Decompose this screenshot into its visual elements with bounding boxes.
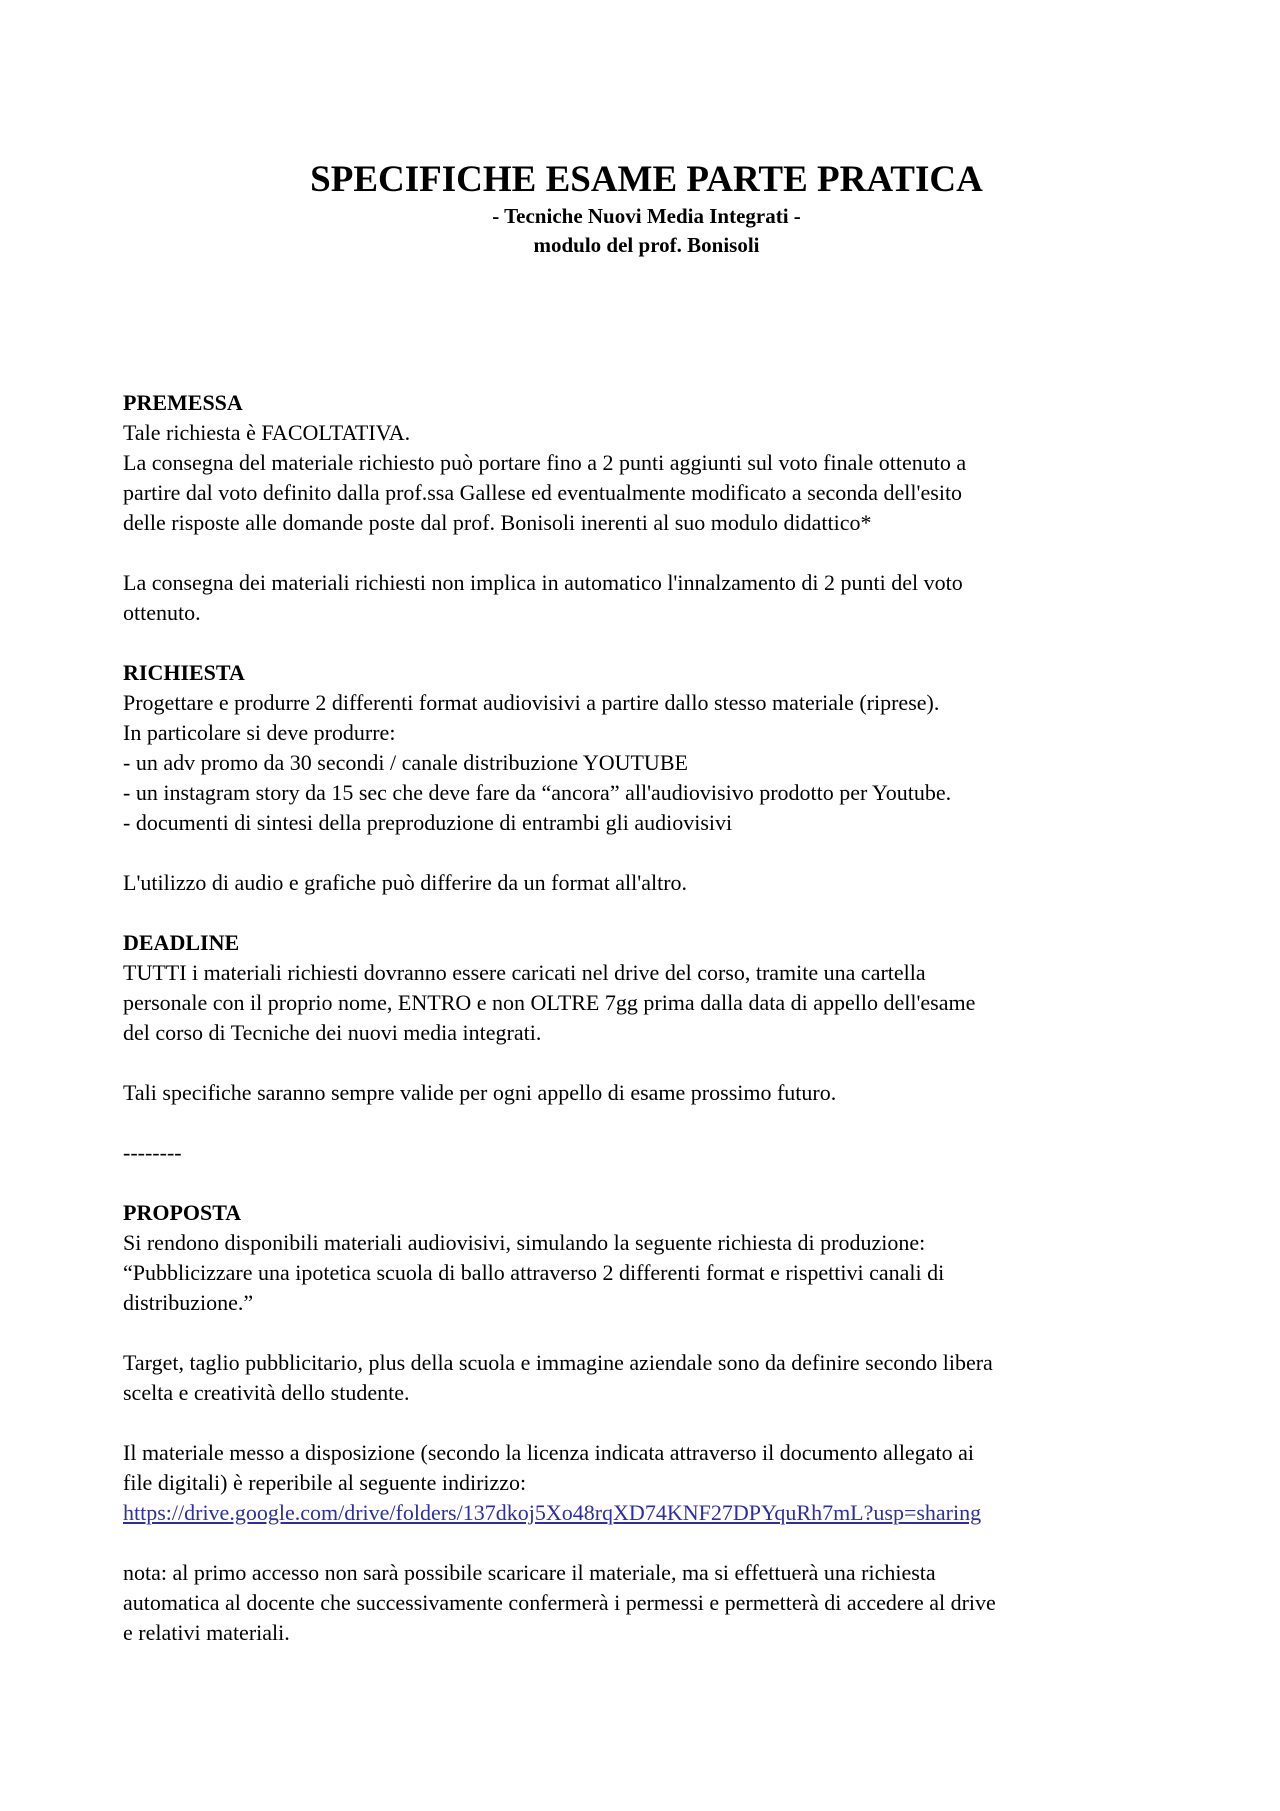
blank-line <box>123 1048 1170 1078</box>
blank-line <box>123 898 1170 928</box>
text-line: automatica al docente che successivamente confermerà i permessi e permetterà di accedere al drive <box>123 1590 996 1615</box>
text-line: e relativi materiali. <box>123 1620 290 1645</box>
section-heading: PREMESSA <box>123 390 243 415</box>
text-line: Target, taglio pubblicitario, plus della scuola e immagine aziendale sono da definire secondo libera <box>123 1350 993 1375</box>
text-line: Si rendono disponibili materiali audiovisivi, simulando la seguente richiesta di produzione: <box>123 1230 926 1255</box>
text-line: La consegna dei materiali richiesti non implica in automatico l'innalzamento di 2 punti del voto <box>123 570 963 595</box>
text-line: ottenuto. <box>123 600 201 625</box>
drive-folder-link[interactable]: https://drive.google.com/drive/folders/137dkoj5Xo48rqXD74KNF27DPYquRh7mL?usp=sharing <box>123 1500 982 1525</box>
text-line: nota: al primo accesso non sarà possibile scaricare il materiale, ma si effettuerà una richiesta <box>123 1560 936 1585</box>
text-line: delle risposte alle domande poste dal prof. Bonisoli inerenti al suo modulo didattico* <box>123 510 872 535</box>
blank-line <box>123 538 1170 568</box>
text-line: file digitali) è reperibile al seguente indirizzo: <box>123 1470 527 1495</box>
document-subtitle-module: modulo del prof. Bonisoli <box>533 233 760 257</box>
blank-line <box>123 1108 1170 1138</box>
document-subtitle-course: - Tecniche Nuovi Media Integrati - <box>492 204 801 228</box>
title-block <box>123 0 1170 260</box>
text-line: personale con il proprio nome, ENTRO e non OLTRE 7gg prima dalla data di appello dell'esame <box>123 990 976 1015</box>
text-line: La consegna del materiale richiesto può portare fino a 2 punti aggiunti sul voto finale ottenuto a <box>123 450 967 475</box>
text-line: Tali specifiche saranno sempre valide per ogni appello di esame prossimo futuro. <box>123 1080 837 1105</box>
text-line: L'utilizzo di audio e grafiche può differire da un format all'altro. <box>123 870 688 895</box>
link-line <box>123 1498 1170 1528</box>
section-heading: DEADLINE <box>123 930 240 955</box>
text-line: Progettare e produrre 2 differenti format audiovisivi a partire dallo stesso materiale (riprese). <box>123 690 940 715</box>
blank-line <box>123 628 1170 658</box>
section-heading: PROPOSTA <box>123 1200 242 1225</box>
blank-line <box>123 1168 1170 1198</box>
text-line: del corso di Tecniche dei nuovi media integrati. <box>123 1020 542 1045</box>
text-line: -------- <box>123 1140 182 1165</box>
blank-line <box>123 1318 1170 1348</box>
blank-line <box>123 1408 1170 1438</box>
blank-line <box>123 1528 1170 1558</box>
text-line: “Pubblicizzare una ipotetica scuola di ballo attraverso 2 differenti format e rispettivi canali di <box>123 1260 945 1285</box>
section-heading: RICHIESTA <box>123 660 245 685</box>
document-body <box>123 388 1170 1648</box>
text-line: Il materiale messo a disposizione (secondo la licenza indicata attraverso il documento allegato ai <box>123 1440 974 1465</box>
text-line: distribuzione.” <box>123 1290 254 1315</box>
blank-line <box>123 838 1170 868</box>
text-line: In particolare si deve produrre: <box>123 720 396 745</box>
text-line: partire dal voto definito dalla prof.ssa Gallese ed eventualmente modificato a seconda dell'esito <box>123 480 963 505</box>
text-line: scelta e creatività dello studente. <box>123 1380 410 1405</box>
document-title: SPECIFICHE ESAME PARTE PRATICA <box>310 159 983 200</box>
text-line: - un adv promo da 30 secondi / canale distribuzione YOUTUBE <box>123 750 688 775</box>
text-line: - documenti di sintesi della preproduzione di entrambi gli audiovisivi <box>123 810 733 835</box>
text-line: Tale richiesta è FACOLTATIVA. <box>123 420 411 445</box>
text-line: TUTTI i materiali richiesti dovranno essere caricati nel drive del corso, tramite una cartella <box>123 960 926 985</box>
text-line: - un instagram story da 15 sec che deve fare da “ancora” all'audiovisivo prodotto per Youtube. <box>123 780 952 805</box>
